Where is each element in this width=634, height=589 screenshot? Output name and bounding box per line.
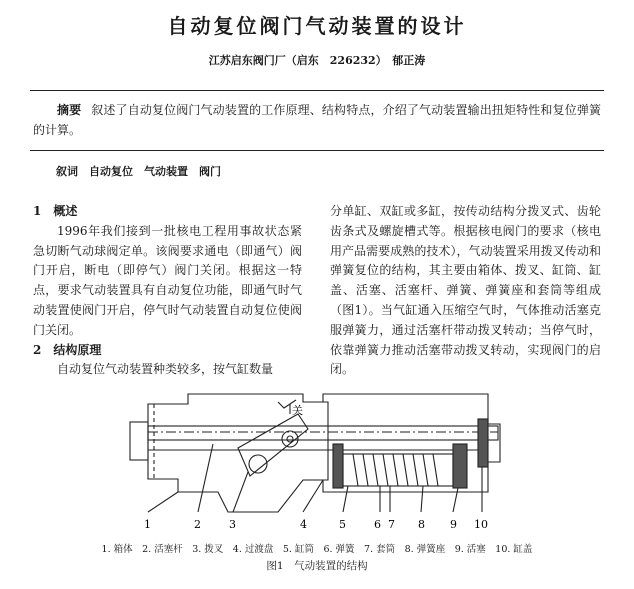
fig-number-3: 3: [229, 518, 236, 531]
top-rule: [30, 90, 604, 91]
abstract-text: 叙述了自动复位阀门气动装置的工作原理、结构特点，介绍了气动装置输出扭矩特性和复位弹簧的计算。: [33, 103, 601, 137]
fig-number-1: 1: [144, 518, 151, 531]
keywords: 叙词 自动复位 气动装置 阀门: [56, 165, 221, 178]
figure-caption: 图1 气动装置的结构: [266, 560, 368, 572]
fig-number-5: 5: [339, 518, 346, 531]
abstract: [33, 100, 601, 140]
author-line: 江苏启东阀门厂（启东 226232） 郁正涛: [208, 54, 426, 67]
fig-label-top: 关: [292, 404, 303, 417]
left-column: [33, 202, 302, 380]
fig-number-8: 8: [418, 518, 425, 531]
section-2-text-right: 分单缸、双缸或多缸，按传动结构分拨叉式、齿轮齿条式及螺旋槽式等。根据核电阀门的要求（核电用产品需要成熟的技术），气动装置采用拨叉传动和弹簧复位的结构，其主要由箱体、拨叉、缸筒、缸盖、活塞、活塞杆、弹簧、弹簧座和套筒等组成（图1）。当气缸通入压缩空气时，气体推动活塞克服弹簧力，通过活塞杆带动拨叉转动；当停气时，依靠弹簧力推动活塞带动拨叉转动，实现阀门的启闭。: [330, 204, 601, 377]
right-column: [330, 202, 601, 380]
fig-number-6: 6: [374, 518, 381, 531]
section-2-heading: 2 结构原理: [33, 342, 102, 357]
fig-number-7: 7: [388, 518, 395, 531]
fig-number-9: 9: [450, 518, 457, 531]
section-2-text-left: 自动复位气动装置种类较多，按气缸数量: [57, 362, 274, 377]
fig-number-2: 2: [194, 518, 201, 531]
abstract-bottom-rule: [30, 150, 604, 151]
fig-number-10: 10: [474, 518, 488, 531]
figure-parts-legend: 1. 箱体 2. 活塞杆 3. 拨叉 4. 过渡盘 5. 缸筒 6. 弹簧 7. 套筒 8. 弹簧座 9. 活塞 10. 缸盖: [101, 544, 533, 555]
section-1-heading: 1 概述: [33, 204, 78, 218]
pneumatic-device-diagram: [118, 384, 518, 534]
abstract-label: 摘要: [57, 103, 82, 117]
paper-title: 自动复位阀门气动装置的设计: [167, 14, 467, 38]
section-1-text: 1996年我们接到一批核电工程用事故状态紧急切断气动球阀定单。该阀要求通电（即通气）阀门开启，断电（即停气）阀门关闭。根据这一特点，要求气动装置具有自动复位功能，即通气时气动装置使阀门开启，停气时气动装置自动复位使阀门关闭。: [33, 223, 302, 337]
fig-number-4: 4: [300, 518, 307, 531]
